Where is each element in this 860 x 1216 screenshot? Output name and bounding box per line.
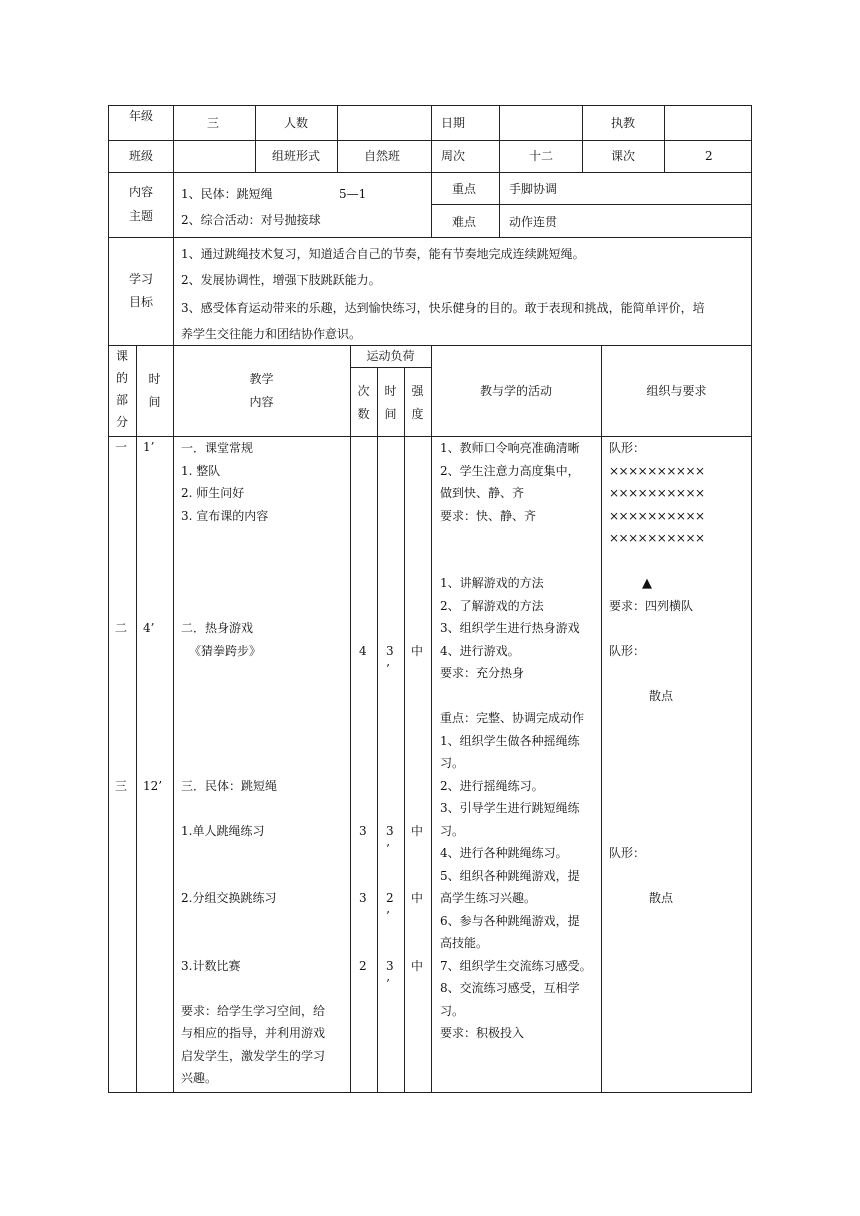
- table-col: [377, 367, 378, 1093]
- lesson-value: 2: [705, 149, 713, 163]
- duration-mark: ’: [386, 662, 390, 676]
- formation-label: 队形：: [609, 846, 646, 860]
- teacher-position-icon: ▲: [642, 576, 652, 591]
- objective-line: 2、发展协调性，增强下肢跳跃能力。: [181, 273, 381, 287]
- week-value: 十二: [529, 149, 554, 163]
- table-col: [664, 105, 665, 172]
- table-col: [601, 345, 602, 1093]
- head-time: 时: [148, 372, 161, 386]
- section-1-time: 1’: [143, 440, 155, 454]
- table-col: [255, 105, 256, 172]
- head-part: 分: [115, 415, 128, 429]
- section-3-requirement: 兴趣。: [181, 1071, 218, 1085]
- section-3-item-2-times: 3: [359, 891, 367, 905]
- section-2-duration: 3: [386, 644, 394, 658]
- head-load: 运动负荷: [366, 349, 415, 363]
- content-label: 内容: [128, 185, 153, 199]
- content-item-2: 2、综合活动：对号抛接球: [181, 213, 321, 227]
- table-rule: [431, 204, 752, 205]
- section-3-requirement: 与相应的指导，并利用游戏: [181, 1026, 326, 1040]
- section-3-activity: 7、组织学生交流练习感受。: [440, 959, 592, 973]
- formation-label: 队形：: [609, 441, 646, 455]
- head-duration: 时: [384, 384, 397, 398]
- key-point-value: 手脚协调: [509, 182, 558, 196]
- formation-row: ××××××××××: [609, 464, 705, 478]
- section-2-activity: 要求：充分热身: [440, 666, 525, 680]
- section-3-item-2-duration: 2: [386, 891, 394, 905]
- table-rule: [108, 140, 752, 141]
- section-2-activity: 4、进行游戏。: [440, 644, 520, 658]
- date-label: 日期: [441, 116, 466, 130]
- table-col: [582, 105, 583, 172]
- section-3-activity: 习。: [440, 1004, 465, 1018]
- section-3-requirement: 启发学生，激发学生的学习: [181, 1049, 326, 1063]
- content-item-1-code: 5—1: [339, 187, 367, 201]
- grade-value: 三: [207, 116, 220, 130]
- section-3-item-3-times: 2: [359, 959, 367, 973]
- class-label: 班级: [128, 149, 153, 163]
- form-value: 自然班: [364, 149, 401, 163]
- table-col: [499, 105, 500, 237]
- section-3-item-1-duration: 3: [386, 824, 394, 838]
- head-intensity: 度: [411, 407, 424, 421]
- objectives-label-2: 目标: [128, 295, 153, 309]
- form-label: 组班形式: [272, 149, 321, 163]
- difficulty-label: 难点: [452, 215, 477, 229]
- difficulty-value: 动作连贯: [509, 215, 558, 229]
- grade-label: 年级: [128, 109, 153, 123]
- table-col: [173, 237, 174, 345]
- section-2-activity: 1、讲解游戏的方法: [440, 576, 544, 590]
- theme-label: 主题: [128, 209, 153, 223]
- section-3-activity: 重点：完整、协调完成动作: [440, 711, 585, 725]
- head-part: 的: [115, 371, 128, 385]
- head-times: 次: [357, 384, 370, 398]
- section-3-activity: 4、进行各种跳绳练习。: [440, 846, 568, 860]
- head-activities: 教与学的活动: [479, 384, 552, 398]
- section-1-activity: 做到快、静、齐: [440, 486, 525, 500]
- week-label: 周次: [441, 149, 466, 163]
- table-col: [136, 345, 137, 1093]
- key-point-label: 重点: [452, 182, 477, 196]
- table-border-top: [108, 105, 752, 106]
- formation-value: 散点: [649, 891, 674, 905]
- section-3-item-2-intensity: 中: [411, 891, 424, 905]
- section-3-activity: 6、参与各种跳绳游戏，提: [440, 914, 580, 928]
- table-col: [431, 105, 432, 237]
- section-3-item-1: 1.单人跳绳练习: [181, 824, 265, 838]
- head-content: 内容: [249, 395, 274, 409]
- section-1-activity: 1、教师口令响亮准确清晰: [440, 441, 580, 455]
- section-3-activity: 高技能。: [440, 936, 489, 950]
- head-part: 课: [115, 349, 128, 363]
- section-2-times: 4: [359, 644, 367, 658]
- formation-row: ××××××××××: [609, 531, 705, 545]
- table-rule: [350, 367, 431, 368]
- section-1-content: 2. 师生问好: [181, 486, 245, 500]
- section-1-content: 1. 整队: [181, 464, 221, 478]
- section-3-activity: 习。: [440, 756, 465, 770]
- lesson-label: 课次: [611, 149, 636, 163]
- section-3-requirement: 要求：给学生学习空间，给: [181, 1004, 326, 1018]
- section-2-part: 二: [115, 621, 128, 635]
- section-3-time: 12’: [143, 779, 163, 793]
- section-3-activity: 3、引导学生进行跳短绳练: [440, 801, 580, 815]
- section-3-item-1-times: 3: [359, 824, 367, 838]
- formation-row: ××××××××××: [609, 486, 705, 500]
- duration-mark: ’: [386, 977, 390, 991]
- table-border-left: [108, 105, 109, 1093]
- head-intensity: 强: [411, 384, 424, 398]
- table-rule: [108, 237, 752, 238]
- section-3-item-3-duration: 3: [386, 959, 394, 973]
- table-border-bottom: [108, 1092, 752, 1093]
- table-rule: [108, 172, 752, 173]
- count-label: 人数: [284, 116, 309, 130]
- table-col: [404, 367, 405, 1093]
- section-2-activity: 2、了解游戏的方法: [440, 599, 544, 613]
- objective-line: 1、通过跳绳技术复习，知道适合自己的节奏，能有节奏地完成连续跳短绳。: [181, 247, 585, 261]
- section-2-content: 二．热身游戏: [181, 621, 254, 635]
- section-3-item-1-intensity: 中: [411, 824, 424, 838]
- section-3-item-3-intensity: 中: [411, 959, 424, 973]
- table-col: [350, 345, 351, 1093]
- section-3-activity: 高学生练习兴趣。: [440, 891, 537, 905]
- section-3-activity: 1、组织学生做各种摇绳练: [440, 734, 580, 748]
- section-3-part: 三: [115, 779, 128, 793]
- section-1-activity: 要求：快、静、齐: [440, 509, 537, 523]
- section-1-activity: 2、学生注意力高度集中，: [440, 464, 580, 478]
- head-organization: 组织与要求: [646, 384, 707, 398]
- section-2-intensity: 中: [411, 644, 424, 658]
- section-3-title: 三．民体：跳短绳: [181, 779, 278, 793]
- section-2-content: 《猜拳跨步》: [189, 644, 262, 658]
- section-3-activity: 习。: [440, 824, 465, 838]
- table-col: [337, 105, 338, 172]
- head-part: 部: [115, 393, 128, 407]
- section-2-time: 4’: [143, 621, 155, 635]
- table-col: [431, 345, 432, 1093]
- section-2-activity: 3、组织学生进行热身游戏: [440, 621, 580, 635]
- table-border-right: [751, 105, 752, 1093]
- formation-row: ××××××××××: [609, 509, 705, 523]
- formation-value: 散点: [649, 689, 674, 703]
- section-3-activity: 要求：积极投入: [440, 1026, 525, 1040]
- content-item-1: 1、民体：跳短绳: [181, 187, 273, 201]
- teacher-label: 执教: [611, 116, 636, 130]
- table-col: [173, 345, 174, 1093]
- section-3-item-3: 3.计数比赛: [181, 959, 241, 973]
- section-1-part: 一: [115, 440, 128, 454]
- formation-requirement: 要求：四列横队: [609, 599, 694, 613]
- section-1-content: 一．课堂常规: [181, 441, 254, 455]
- section-3-activity: 8、交流练习感受，互相学: [440, 981, 580, 995]
- head-content: 教学: [249, 372, 274, 386]
- formation-label: 队形：: [609, 644, 646, 658]
- objectives-label: 学习: [128, 272, 153, 286]
- head-time: 间: [148, 395, 161, 409]
- section-3-activity: 2、进行摇绳练习。: [440, 779, 544, 793]
- section-3-activity: 5、组织各种跳绳游戏，提: [440, 869, 580, 883]
- head-times: 数: [357, 407, 370, 421]
- section-1-content: 3. 宣布课的内容: [181, 509, 269, 523]
- table-rule: [108, 436, 752, 437]
- duration-mark: ’: [386, 842, 390, 856]
- section-3-item-2: 2.分组交换跳练习: [181, 891, 277, 905]
- objective-line: 3、感受体育运动带来的乐趣，达到愉快练习，快乐健身的目的。敢于表现和挑战，能简单评价，培: [181, 301, 705, 315]
- table-rule: [108, 345, 752, 346]
- head-duration: 间: [384, 407, 397, 421]
- duration-mark: ’: [386, 909, 390, 923]
- objective-line: 养学生交往能力和团结协作意识。: [181, 327, 362, 341]
